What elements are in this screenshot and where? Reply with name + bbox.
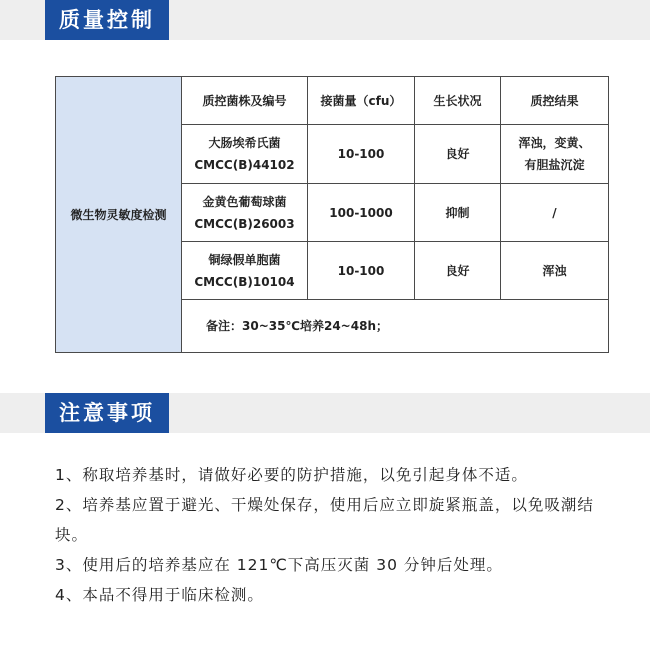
section-title-quality-control: 质量控制 — [45, 0, 169, 40]
strain-code: CMCC(B)44102 — [194, 158, 295, 172]
section-title-precautions: 注意事项 — [45, 393, 169, 433]
note-cell: 备注：30~35℃培养24~48h； — [182, 300, 609, 353]
inoculum-cell: 100-1000 — [308, 184, 415, 242]
precaution-item: 4、本品不得用于临床检测。 — [55, 586, 264, 604]
header-growth: 生长状况 — [415, 77, 501, 125]
inoculum-cell: 10-100 — [308, 125, 415, 184]
section-header-quality-control — [0, 0, 650, 40]
precaution-item: 2、培养基应置于避光、干燥处保存，使用后应立即旋紧瓶盖，以免吸潮结块。 — [55, 496, 594, 544]
result-line: 浑浊，变黄、 — [518, 136, 591, 150]
result-cell — [501, 125, 609, 184]
precaution-item: 1、称取培养基时，请做好必要的防护措施，以免引起身体不适。 — [55, 466, 528, 484]
result-line: 有胆盐沉淀 — [524, 158, 585, 172]
test-name-cell: 微生物灵敏度检测 — [56, 77, 182, 353]
precautions-list — [55, 460, 615, 610]
strain-name: 铜绿假单胞菌 — [208, 252, 281, 267]
strain-cell — [182, 242, 308, 300]
strain-code: CMCC(B)26003 — [194, 216, 295, 231]
strain-code: CMCC(B)10104 — [194, 274, 295, 289]
growth-cell: 良好 — [415, 125, 501, 184]
growth-cell: 抑制 — [415, 184, 501, 242]
table-header-row — [56, 77, 609, 125]
strain-name: 金黄色葡萄球菌 — [202, 194, 287, 209]
section-header-precautions — [0, 393, 650, 433]
header-strain: 质控菌株及编号 — [182, 77, 308, 125]
header-result: 质控结果 — [501, 77, 609, 125]
strain-cell — [182, 125, 308, 184]
strain-name: 大肠埃希氏菌 — [208, 136, 281, 150]
precaution-item: 3、使用后的培养基应在 121℃下高压灭菌 30 分钟后处理。 — [55, 556, 503, 574]
strain-cell — [182, 184, 308, 242]
quality-control-table — [55, 76, 609, 353]
result-cell: / — [501, 184, 609, 242]
result-cell: 浑浊 — [501, 242, 609, 300]
growth-cell: 良好 — [415, 242, 501, 300]
inoculum-cell: 10-100 — [308, 242, 415, 300]
header-inoculum: 接菌量（cfu） — [308, 77, 415, 125]
